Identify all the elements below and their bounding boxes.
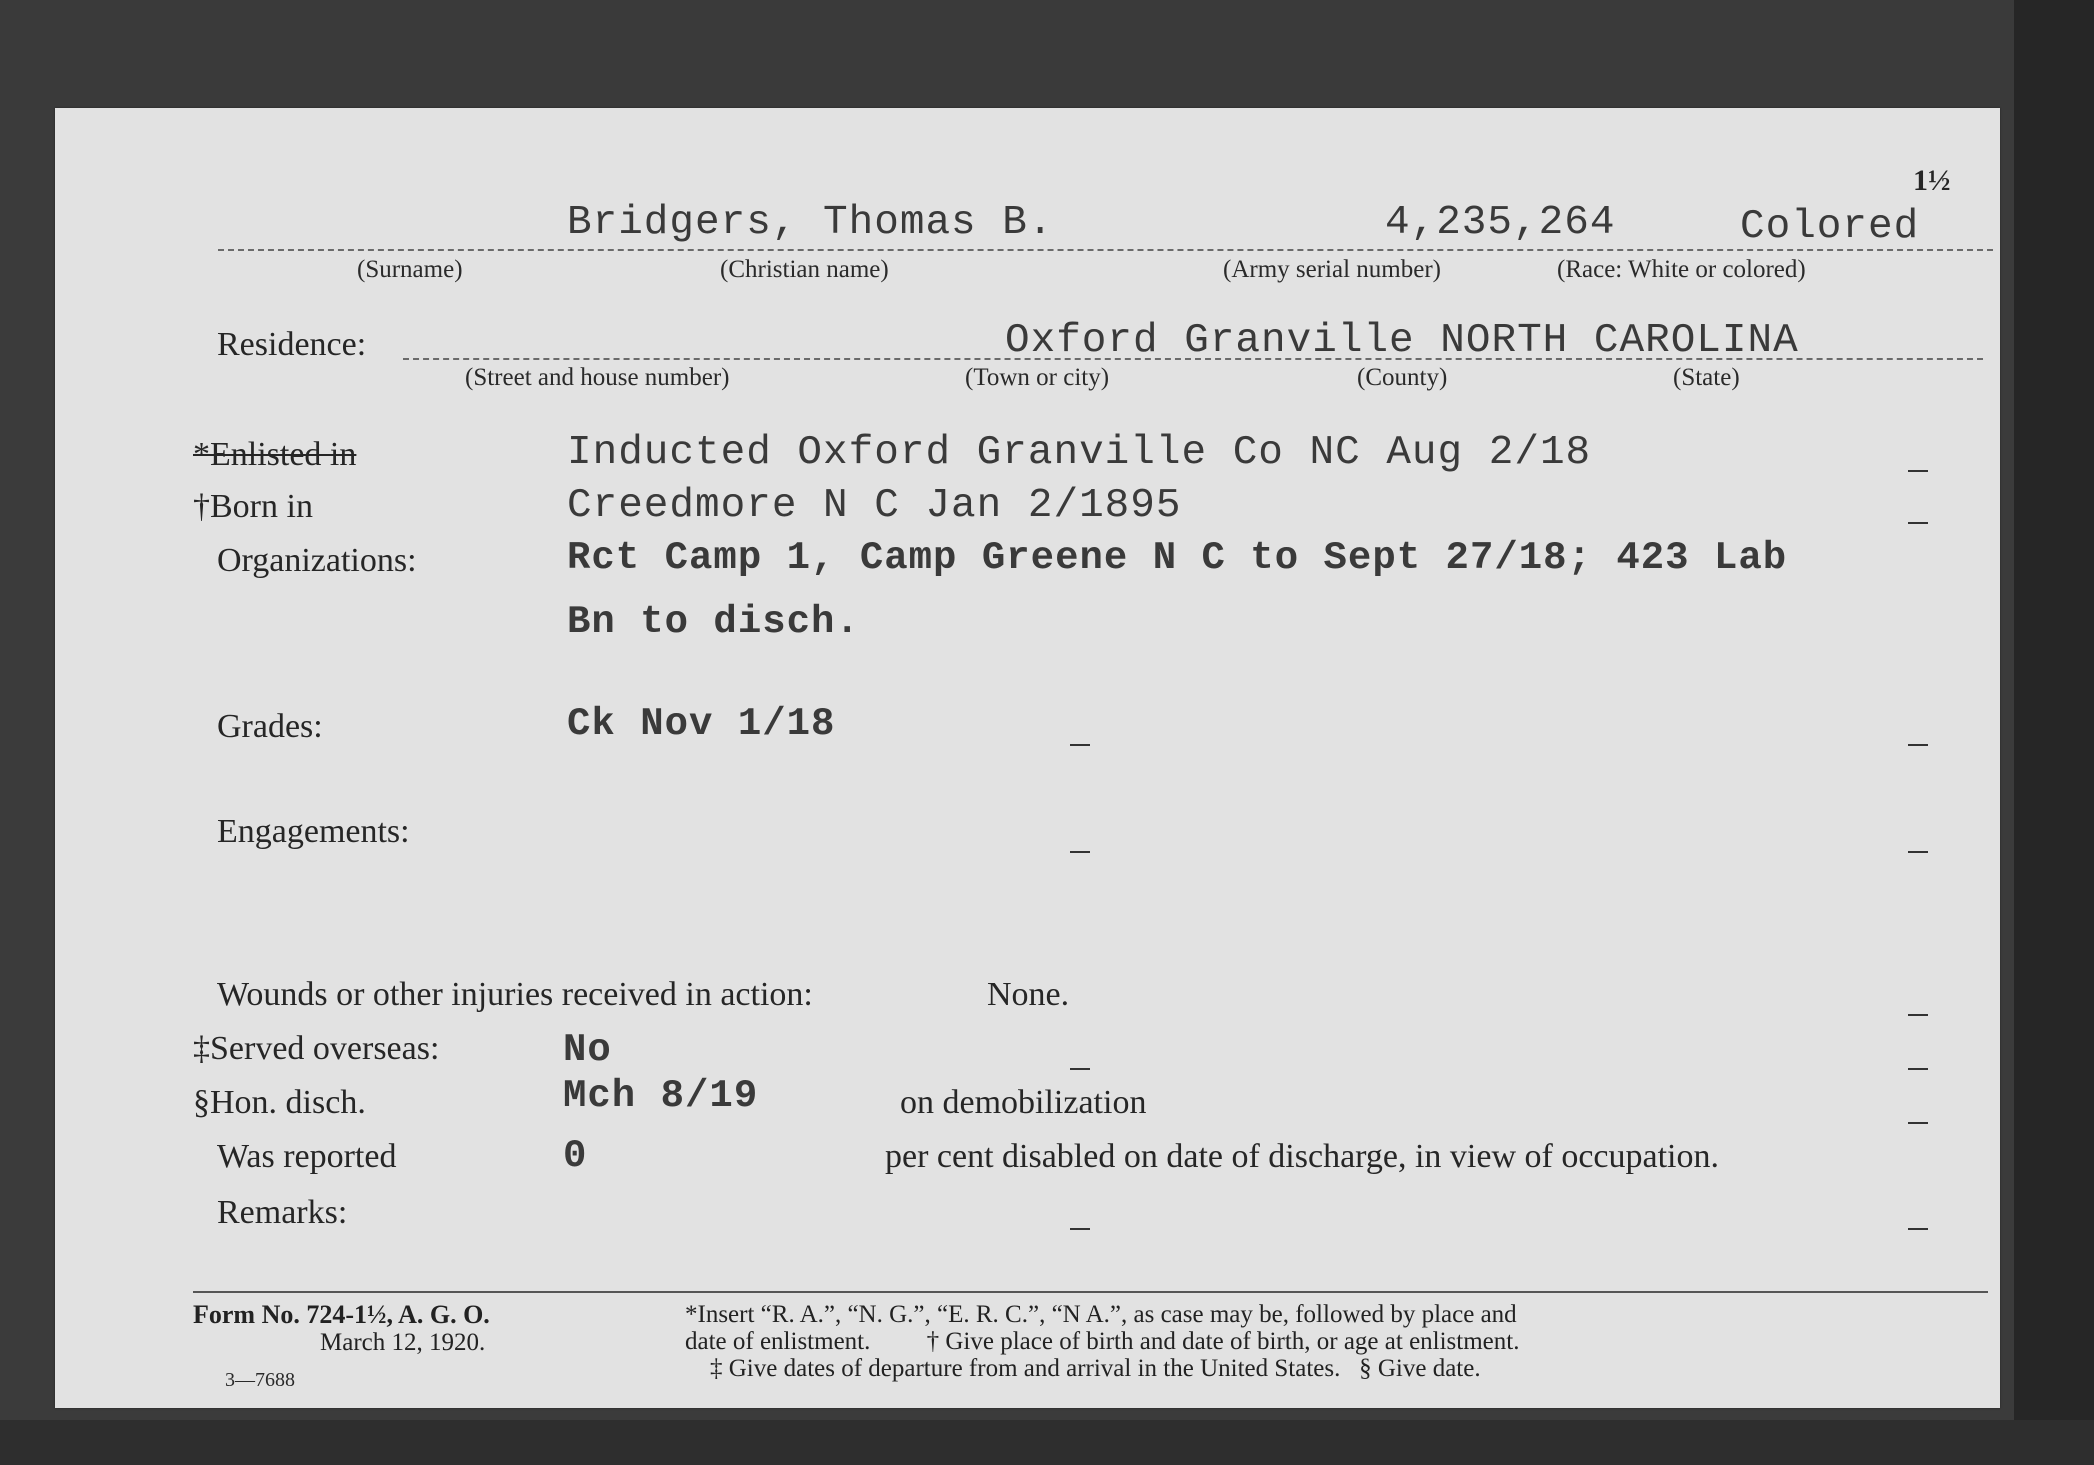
overseas-label: ‡Served overseas: <box>193 1030 440 1067</box>
state-label: (State) <box>1673 364 1740 391</box>
grades-label: Grades: <box>217 708 323 745</box>
grades-dash <box>1908 744 1928 746</box>
enlisted-label: *Enlisted in <box>193 436 357 473</box>
grades-value: Ck Nov 1/18 <box>567 702 836 746</box>
born-label: †Born in <box>193 488 313 525</box>
service-record-card <box>55 108 2000 1408</box>
footnote-line-2: date of enlistment. † Give place of birth and date of birth, or age at enlistment. <box>685 1328 1520 1355</box>
wounds-label: Wounds or other injuries received in action: <box>217 976 813 1013</box>
footnote-line-1: *Insert “R. A.”, “N. G.”, “E. R. C.”, “N A.”, as case may be, followed by place and <box>685 1301 1517 1328</box>
enlisted-value: Inducted Oxford Granville Co NC Aug 2/18 <box>567 430 1592 476</box>
background-top <box>0 0 2094 110</box>
surname-label: (Surname) <box>357 256 463 283</box>
remarks-dash-mid <box>1070 1228 1090 1230</box>
remarks-label: Remarks: <box>217 1194 348 1231</box>
overseas-dash <box>1908 1068 1928 1070</box>
discharge-dash <box>1908 1122 1928 1124</box>
reported-suffix: per cent disabled on date of discharge, in view of occupation. <box>885 1138 1719 1175</box>
christian-name-label: (Christian name) <box>720 256 889 283</box>
residence-value: Oxford Granville NORTH CAROLINA <box>1005 318 1799 364</box>
discharge-suffix: on demobilization <box>900 1084 1147 1121</box>
wounds-dash <box>1908 1014 1928 1016</box>
discharge-value: Mch 8/19 <box>563 1074 759 1118</box>
wounds-value: None. <box>987 976 1070 1013</box>
residence-label: Residence: <box>217 326 367 363</box>
town-label: (Town or city) <box>965 364 1110 391</box>
county-label: (County) <box>1357 364 1448 391</box>
footer-rule <box>193 1291 1988 1293</box>
born-dash <box>1908 522 1928 524</box>
footnote-line-3: ‡ Give dates of departure from and arrival in the United States. § Give date. <box>710 1355 1481 1382</box>
background-bottom <box>0 1420 2094 1465</box>
street-label: (Street and house number) <box>465 364 730 391</box>
organizations-line-1: Rct Camp 1, Camp Greene N C to Sept 27/18; 423 Lab <box>567 536 1788 580</box>
enlisted-dash <box>1908 470 1928 472</box>
organizations-label: Organizations: <box>217 542 417 579</box>
overseas-value: No <box>563 1028 612 1072</box>
page-number: 1½ <box>1913 164 1951 197</box>
reported-label: Was reported <box>217 1138 397 1175</box>
organizations-line-2: Bn to disch. <box>567 600 860 644</box>
name-value: Bridgers, Thomas B. <box>567 200 1054 246</box>
engagements-dash <box>1908 851 1928 853</box>
engagements-label: Engagements: <box>217 813 410 850</box>
print-code: 3—7688 <box>225 1369 295 1391</box>
name-line-rule <box>218 249 1993 251</box>
engagements-dash-mid <box>1070 851 1090 853</box>
form-number: Form No. 724-1½, A. G. O. <box>193 1300 490 1329</box>
born-value: Creedmore N C Jan 2/1895 <box>567 483 1182 529</box>
race-value: Colored <box>1740 204 1920 250</box>
form-date: March 12, 1920. <box>320 1329 486 1356</box>
residence-rule <box>403 358 1983 360</box>
reported-value: 0 <box>563 1134 588 1178</box>
background-right <box>2014 0 2094 1465</box>
serial-value: 4,235,264 <box>1385 200 1616 246</box>
remarks-dash <box>1908 1228 1928 1230</box>
overseas-dash-mid <box>1070 1068 1090 1070</box>
race-label: (Race: White or colored) <box>1557 256 1806 283</box>
grades-dash-mid <box>1070 744 1090 746</box>
serial-label: (Army serial number) <box>1223 256 1441 283</box>
discharge-label: §Hon. disch. <box>193 1084 366 1121</box>
